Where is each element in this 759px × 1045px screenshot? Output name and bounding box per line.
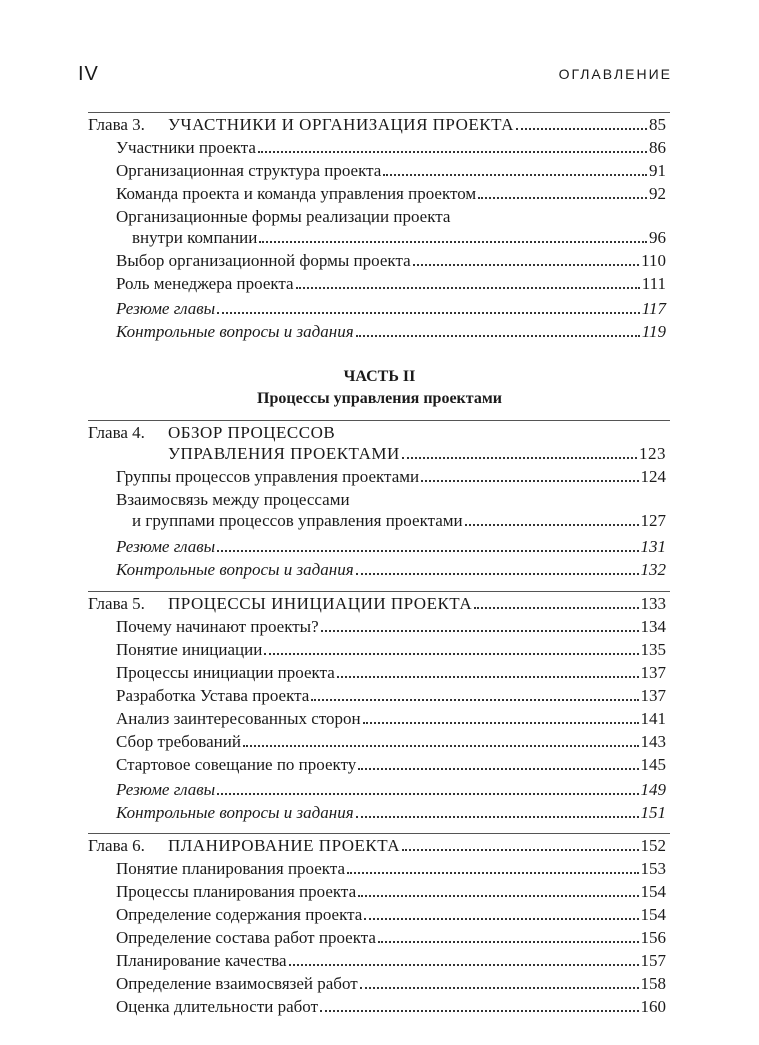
- entry-title: Контрольные вопросы и задания: [116, 560, 354, 579]
- dot-leader: [402, 848, 638, 851]
- dot-leader: [378, 940, 639, 943]
- toc-entry[interactable]: [116, 928, 666, 948]
- toc-entry[interactable]: [116, 882, 666, 902]
- entry-title: внутри компании: [132, 228, 258, 247]
- dot-leader: [347, 871, 638, 874]
- chapter-label: Глава 3.: [88, 115, 145, 134]
- page-ref: 96: [649, 228, 666, 247]
- chapter-title: ПЛАНИРОВАНИЕ ПРОЕКТА: [168, 836, 401, 855]
- dot-leader: [413, 263, 639, 266]
- page-ref: 152: [640, 836, 666, 855]
- chapter-divider: [88, 112, 670, 113]
- page-ref: 157: [640, 951, 666, 970]
- entry-title: Почему начинают проекты?: [116, 617, 319, 636]
- toc-entry[interactable]: [116, 467, 666, 487]
- page-ref: 151: [640, 803, 666, 822]
- toc-entry[interactable]: [116, 859, 666, 879]
- entry-title: Процессы инициации проекта: [116, 663, 335, 682]
- dot-leader: [337, 675, 639, 678]
- page-ref: 135: [640, 640, 666, 659]
- dot-leader: [243, 744, 639, 747]
- entry-title: Выбор организационной формы проекта: [116, 251, 411, 270]
- dot-leader: [259, 240, 647, 243]
- entry-title: Участники проекта: [116, 138, 256, 157]
- page-ref: 110: [641, 251, 666, 270]
- entry-title: Контрольные вопросы и задания: [116, 803, 354, 822]
- dot-leader: [516, 127, 647, 130]
- chapter-divider: [88, 420, 670, 421]
- dot-leader: [356, 815, 639, 818]
- toc-entry[interactable]: [116, 997, 666, 1017]
- page-ref: 131: [640, 537, 666, 556]
- entry-title: Планирование качества: [116, 951, 287, 970]
- page-ref: 143: [640, 732, 666, 751]
- chapter-divider: [88, 833, 670, 834]
- toc-entry[interactable]: [116, 780, 666, 800]
- toc-entry[interactable]: [116, 905, 666, 925]
- dot-leader: [358, 894, 638, 897]
- entry-title: Резюме главы: [116, 537, 216, 556]
- page-ref: 117: [641, 299, 666, 318]
- toc-entry[interactable]: [116, 537, 666, 557]
- toc-entry[interactable]: [116, 161, 666, 181]
- toc-entry[interactable]: [116, 184, 666, 204]
- chapter-6-heading[interactable]: [88, 836, 666, 856]
- page-ref: 133: [640, 594, 666, 613]
- dot-leader: [356, 572, 639, 575]
- page-ref: 137: [640, 686, 666, 705]
- entry-title: Процессы планирования проекта: [116, 882, 357, 901]
- toc-entry[interactable]: [132, 228, 666, 248]
- toc-entry[interactable]: [116, 755, 666, 775]
- running-head: ОГЛАВЛЕНИЕ: [558, 66, 672, 82]
- chapter-divider: [88, 591, 670, 592]
- entry-title: Определение содержания проекта: [116, 905, 363, 924]
- chapter-title-line1: ОБЗОР ПРОЦЕССОВ: [168, 423, 336, 442]
- dot-leader: [289, 963, 639, 966]
- page-ref: 111: [641, 274, 666, 293]
- entry-title-line1: Организационные формы реализации проекта: [116, 207, 451, 226]
- dot-leader: [358, 767, 638, 770]
- page-ref: 132: [640, 560, 666, 579]
- entry-title: и группами процессов управления проектами: [132, 511, 463, 530]
- page-ref: 154: [640, 882, 666, 901]
- dot-leader: [360, 986, 639, 989]
- entry-title: Понятие планирования проекта: [116, 859, 346, 878]
- chapter-title: УЧАСТНИКИ И ОРГАНИЗАЦИЯ ПРОЕКТА: [168, 115, 514, 134]
- entry-title: Стартовое совещание по проекту: [116, 755, 357, 774]
- page-number: IV: [78, 63, 99, 85]
- chapter-4-heading-line1: [88, 423, 335, 443]
- dot-leader: [363, 721, 639, 724]
- part-label: ЧАСТЬ II: [343, 368, 416, 385]
- toc-entry[interactable]: [116, 560, 666, 580]
- toc-entry[interactable]: [116, 138, 666, 158]
- page-ref: 134: [640, 617, 666, 636]
- entry-title: Сбор требований: [116, 732, 241, 751]
- part-title: Процессы управления проектами: [257, 390, 502, 407]
- entry-title: Анализ заинтересованных сторон: [116, 709, 361, 728]
- dot-leader: [264, 652, 638, 655]
- entry-title: Команда проекта и команда управления проектом: [116, 184, 477, 203]
- page-ref: 91: [649, 161, 666, 180]
- chapter-label: Глава 6.: [88, 836, 145, 855]
- chapter-5-heading[interactable]: [88, 594, 666, 614]
- dot-leader: [217, 549, 638, 552]
- entry-title-line1: Взаимосвязь между процессами: [116, 490, 350, 509]
- entry-title: Контрольные вопросы и задания: [116, 322, 354, 341]
- page-ref: 160: [640, 997, 666, 1016]
- page-ref: 153: [640, 859, 666, 878]
- page-ref: 86: [649, 138, 666, 157]
- chapter-label: Глава 4.: [88, 423, 145, 442]
- dot-leader: [474, 606, 638, 609]
- entry-title: Определение состава работ проекта: [116, 928, 376, 947]
- dot-leader: [321, 629, 639, 632]
- dot-leader: [320, 1009, 639, 1012]
- toc-entry[interactable]: [116, 299, 666, 319]
- page-ref: 156: [640, 928, 666, 947]
- entry-title: Резюме главы: [116, 299, 216, 318]
- entry-title: Разработка Устава проекта: [116, 686, 310, 705]
- entry-title: Роль менеджера проекта: [116, 274, 294, 293]
- page-ref: 145: [640, 755, 666, 774]
- toc-entry[interactable]: [116, 251, 666, 271]
- page-ref: 127: [640, 511, 666, 530]
- entry-title: Резюме главы: [116, 780, 216, 799]
- dot-leader: [402, 456, 637, 459]
- toc-entry[interactable]: [116, 617, 666, 637]
- chapter-title: УПРАВЛЕНИЯ ПРОЕКТАМИ: [168, 444, 400, 463]
- dot-leader: [383, 173, 647, 176]
- page-ref: 119: [641, 322, 666, 341]
- dot-leader: [258, 150, 647, 153]
- dot-leader: [217, 792, 638, 795]
- dot-leader: [478, 196, 647, 199]
- page-ref: 137: [640, 663, 666, 682]
- toc-entry[interactable]: [116, 322, 666, 342]
- toc-entry[interactable]: [116, 732, 666, 752]
- dot-leader: [217, 311, 640, 314]
- toc-entry[interactable]: [116, 274, 666, 294]
- chapter-title: ПРОЦЕССЫ ИНИЦИАЦИИ ПРОЕКТА: [168, 594, 473, 613]
- page-ref: 158: [640, 974, 666, 993]
- entry-title: Группы процессов управления проектами: [116, 467, 420, 486]
- entry-title: Понятие инициации: [116, 640, 263, 659]
- toc-entry[interactable]: [116, 803, 666, 823]
- page-ref: 154: [640, 905, 666, 924]
- entry-title: Организационная структура проекта: [116, 161, 382, 180]
- chapter-4-heading[interactable]: [168, 444, 666, 464]
- toc-entry[interactable]: [116, 709, 666, 729]
- chapter-label: Глава 5.: [88, 594, 145, 613]
- dot-leader: [296, 286, 640, 289]
- toc-entry[interactable]: [116, 974, 666, 994]
- entry-title: Оценка длительности работ: [116, 997, 318, 1016]
- toc-entry[interactable]: [116, 640, 666, 660]
- page-ref: 149: [640, 780, 666, 799]
- dot-leader: [465, 523, 639, 526]
- page-ref: 123: [639, 444, 666, 463]
- dot-leader: [311, 698, 638, 701]
- page-ref: 124: [640, 467, 666, 486]
- page-ref: 85: [649, 115, 666, 134]
- toc-entry[interactable]: [116, 686, 666, 706]
- dot-leader: [356, 334, 640, 337]
- chapter-3-heading[interactable]: [88, 115, 666, 135]
- toc-entry[interactable]: [116, 663, 666, 683]
- entry-title: Определение взаимосвязей работ: [116, 974, 358, 993]
- toc-entry[interactable]: [116, 951, 666, 971]
- dot-leader: [421, 479, 638, 482]
- dot-leader: [364, 917, 638, 920]
- page-ref: 92: [649, 184, 666, 203]
- page-ref: 141: [640, 709, 666, 728]
- toc-entry[interactable]: [132, 511, 666, 531]
